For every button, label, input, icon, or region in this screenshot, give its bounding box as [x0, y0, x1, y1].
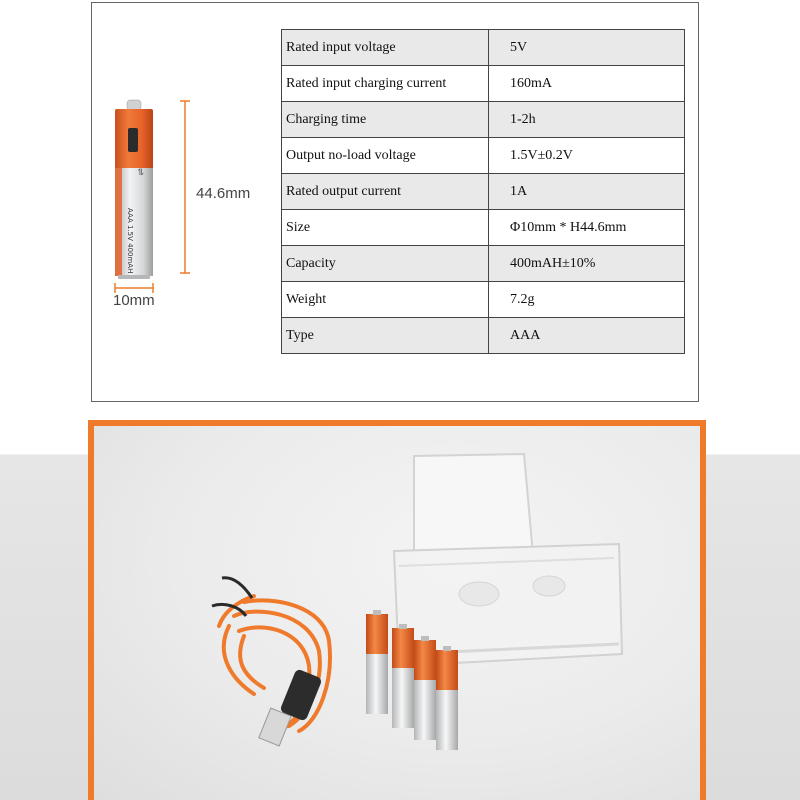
spec-value: 1A — [489, 174, 685, 210]
height-dimension-label: 44.6mm — [196, 185, 251, 202]
width-dimension-label: 10mm — [113, 292, 155, 309]
spec-label: Charging time — [282, 102, 489, 138]
spec-table-body — [282, 30, 685, 354]
battery-diagram — [92, 3, 282, 401]
spec-value: 7.2g — [489, 282, 685, 318]
usb-plug — [259, 668, 323, 746]
spec-row — [282, 246, 685, 282]
product-photo — [88, 420, 706, 800]
spec-table — [281, 29, 685, 354]
spec-panel — [91, 2, 699, 402]
product-photo-illustration — [94, 426, 700, 800]
spec-value: AAA — [489, 318, 685, 354]
battery-print: AAA 1.5V 400mAH — [126, 208, 134, 274]
spec-row — [282, 66, 685, 102]
spec-label: Capacity — [282, 246, 489, 282]
spec-value: 160mA — [489, 66, 685, 102]
spec-row — [282, 174, 685, 210]
spec-value: 400mAH±10% — [489, 246, 685, 282]
storage-box — [394, 454, 622, 666]
spec-label: Rated output current — [282, 174, 489, 210]
spec-row — [282, 282, 685, 318]
spec-row — [282, 138, 685, 174]
spec-row — [282, 210, 685, 246]
spec-value: 5V — [489, 30, 685, 66]
spec-label: Size — [282, 210, 489, 246]
product-photo-section — [0, 404, 800, 800]
spec-label: Rated input charging current — [282, 66, 489, 102]
spec-label: Weight — [282, 282, 489, 318]
svg-text:⇌: ⇌ — [135, 168, 145, 176]
spec-row — [282, 102, 685, 138]
spec-label: Output no-load voltage — [282, 138, 489, 174]
battery-illustration — [92, 3, 282, 401]
spec-value: 1-2h — [489, 102, 685, 138]
spec-row — [282, 318, 685, 354]
spec-label: Type — [282, 318, 489, 354]
spec-row — [282, 30, 685, 66]
spec-value: Φ10mm * H44.6mm — [489, 210, 685, 246]
spec-label: Rated input voltage — [282, 30, 489, 66]
spec-value: 1.5V±0.2V — [489, 138, 685, 174]
